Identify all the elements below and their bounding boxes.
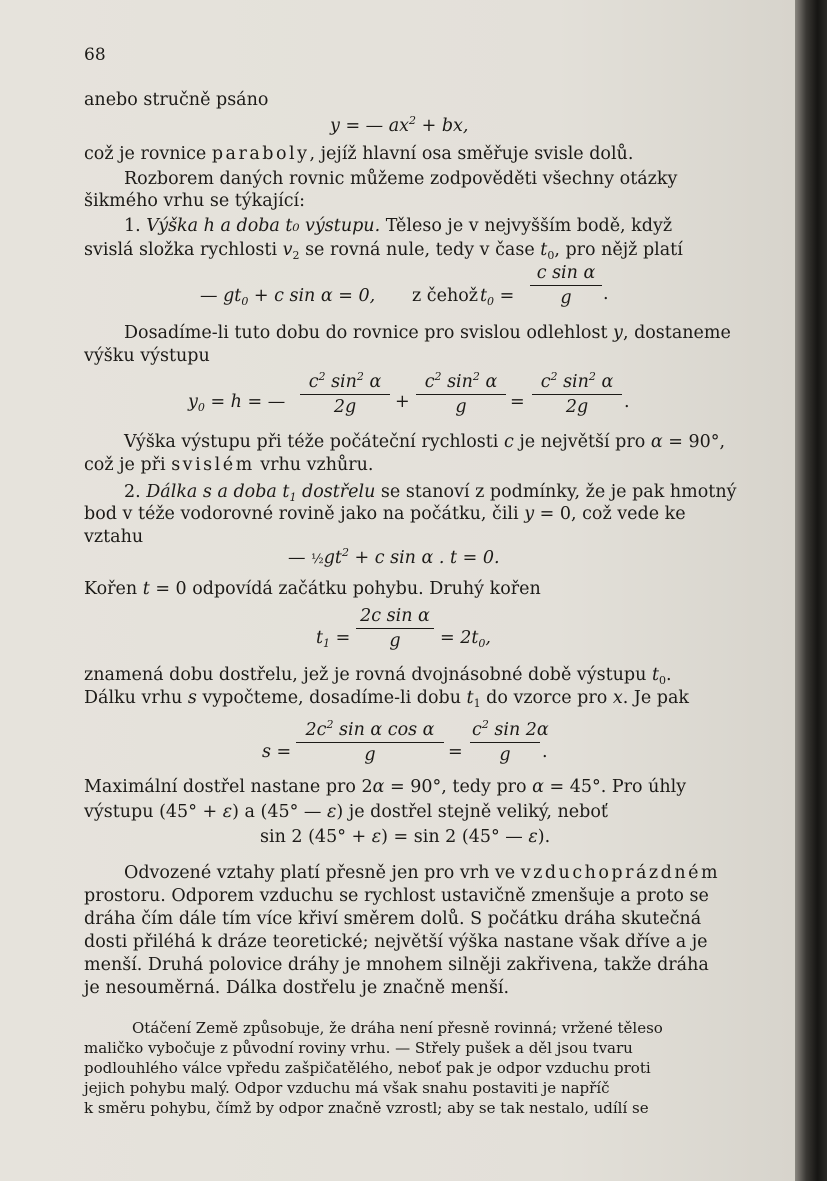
text-line: je nesouměrná. Dálka dostřelu je značně menší. [84,978,510,998]
text-line: znamená dobu dostřelu, jež je rovná dvojnásobné době výstupu $t_0$. [84,665,672,687]
footnote-line: podlouhlého válce vpředu zašpičatělého, neboť pak je odpor vzduchu proti [84,1059,651,1077]
text-line: šikmého vrhu se týkající: [84,191,306,211]
footnote-line: maličko vybočuje z původní roviny vrhu. — Střely pušek a děl jsou tvaru [84,1039,633,1057]
text-line: vztahu [84,527,144,547]
text-line: bod v téže vodorovné rovině jako na počátku, čili y = 0, což vede ke [84,504,686,524]
equation-parabola: y = — $ax^2$ + bx, [330,114,469,136]
text-line: což je při svislém vrhu vzhůru. [84,455,374,475]
footnote-line: k směru pohybu, čímž by odpor značně vzrostl; aby se tak nestalo, udílí se [84,1099,649,1117]
text-line: menší. Druhá polovice dráhy je mnohem silněji zakřivena, takže dráha [84,955,709,975]
text-word: z čehož [412,286,478,306]
text-line: výšku výstupu [84,346,210,366]
text-line: Odvozené vztahy platí přesně jen pro vrh ve vzduchoprázdném [124,863,721,883]
text-line: anebo stručně psáno [84,90,269,110]
text-line: výstupu (45° + ε) a (45° — ε) je dostřel stejně veliký, neboť [84,802,608,822]
text-line: Výška výstupu při téže počáteční rychlosti c je největší pro α = 90°, [124,432,726,452]
equation-range: — $\frac{1}{2}gt^2 + c$ sin α . t = 0. [288,546,500,568]
text-line: Rozborem daných rovnic můžeme zodpověděti všechny otázky [124,169,678,189]
equation-t0: — $gt_0 + c$ sin α = 0, [200,286,376,308]
text-line: Dosadíme-li tuto dobu do rovnice pro svislou odlehlost y, dostaneme [124,323,731,343]
book-page: 68 anebo stručně psáno y = — $ax^2$ + bx, což je rovnice paraboly, jejíž hlavní osa směřuje svisle dolů. Rozborem daných rovnic můžeme zodpověděti všechny otázky šikmého vrhu se týkající: 1. Výška h a doba t₀ výstupu. Těleso je v nejvyšším bodě, když svislá složka rychlosti $v_2$ se rovná nule, tedy v čase $t_0$, pro nějž platí — $gt_0 + c$ sin α = 0, z čehož $t_0$ = c sin α g . Dosadíme-li tuto dobu do rovnice pro svislou odlehlost y, dostaneme výšku výstupu $y_0 = h$ = — $c^2$ $\sin^2 \alpha$ 2g + $c^2$ $\sin^2 \alpha$ g = $c^2$ $\sin^2 \alpha$ 2g . Výška výstupu při téže počáteční rychlosti c je největší pro α = 90°, což je při svislém vrhu vzhůru. 2. Dálka s a doba $t_1$ dostřelu se stanoví z podmínky, že je pak hmotný bod v téže vodorovné rovině jako na počátku, čili y = 0, což vede ke vztahu — $\frac{1}{2}gt^2 + c$ sin α . t = 0. Kořen t = 0 odpovídá začátku pohybu. Druhý kořen $t_1$ = 2c sin α g = $2t_0$, znamená dobu dostřelu, jež je rovná dvojnásobné době výstupu $t_0$. Dálku vrhu s vypočteme, dosadíme-li dobu $t_1$ do vzorce pro x. Je pak s = $2c^2$ sin α cos α g = $c^2$ sin 2α g . Maximální dostřel nastane pro 2α = 90°, tedy pro α = 45°. Pro úhly výstupu (45° + ε) a (45° — ε) je dostřel stejně veliký, neboť sin 2 (45° + ε) = sin 2 (45° — ε). Odvozené vztahy platí přesně jen pro vrh ve vzduchoprázdném prostoru. Odporem vzduchu se rychlost ustavičně zmenšuje a proto se dráha čím dále tím více křiví směrem dolů. S počátku dráha skutečná dosti přiléhá k dráze teoretické; největší výška nastane však dříve a je menší. Druhá polovice dráhy je mnohem silněji zakřivena, takže dráha je nesouměrná. Dálka dostřelu je značně menší. Otáčení Země způsobuje, že dráha není přesně rovinná; vržené těleso maličko vybočuje z původní roviny vrhu. — Střely pušek a děl jsou tvaru podlouhlého válce vpředu zašpičatělého, neboť pak je odpor vzduchu proti jejich pohybu malý. Odpor vzduchu má však snahu postaviti je napříč k směru pohybu, čímž by odpor značně vzrostl; aby se tak nestalo, udílí se [0,0,795,1181]
text-line: svislá složka rychlosti $v_2$ se rovná nule, tedy v čase $t_0$, pro nějž platí [84,240,683,262]
section-heading: 1. Výška h a doba t₀ výstupu. Těleso je v nejvyšším bodě, když [124,216,673,236]
text-line: Dálku vrhu s vypočteme, dosadíme-li dobu $t_1$ do vzorce pro x. Je pak [84,688,690,710]
footnote-line: Otáčení Země způsobuje, že dráha není přesně rovinná; vržené těleso [132,1019,663,1037]
equation-symmetry: sin 2 (45° + ε) = sin 2 (45° — ε). [260,827,551,847]
equation-height: $y_0 = h$ = — [188,392,286,414]
text-line: což je rovnice paraboly, jejíž hlavní osa směřuje svisle dolů. [84,144,634,164]
equation-t1: $t_1$ = [316,628,351,650]
fraction: c sin α g [530,262,602,309]
text-line: prostoru. Odporem vzduchu se rychlost ustavičně zmenšuje a proto se [84,886,709,906]
equation-s: s = [262,742,292,762]
text-line: Maximální dostřel nastane pro 2α = 90°, tedy pro α = 45°. Pro úhly [84,777,687,797]
text-line: dosti přiléhá k dráze teoretické; největší výška nastane však dříve a je [84,932,708,952]
text-line: Kořen t = 0 odpovídá začátku pohybu. Druhý kořen [84,579,541,599]
text-line: dráha čím dále tím více křiví směrem dolů. S počátku dráha skutečná [84,909,702,929]
page-number: 68 [84,45,106,65]
book-spine [795,0,827,1181]
footnote-line: jejich pohybu malý. Odpor vzduchu má však snahu postaviti je napříč [84,1079,610,1097]
section-heading: 2. Dálka s a doba $t_1$ dostřelu se stanoví z podmínky, že je pak hmotný [124,482,737,504]
